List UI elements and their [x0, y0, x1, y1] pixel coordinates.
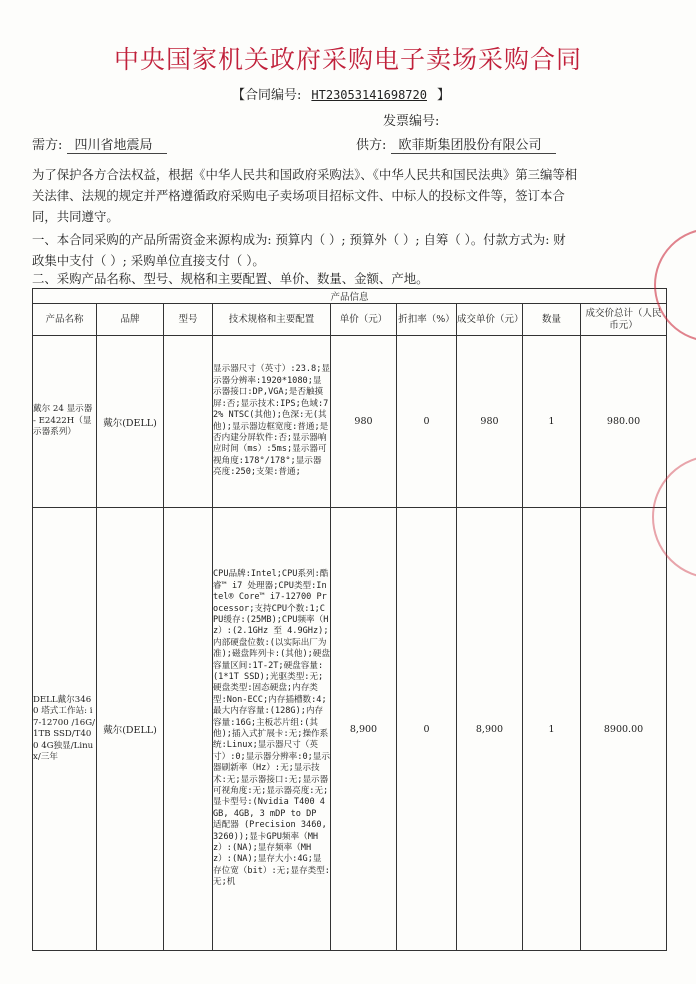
contract-title: 中央国家机关政府采购电子卖场采购合同	[113, 45, 582, 74]
total-cell: 980.00	[581, 336, 667, 508]
clause-line: 一、本合同采购的产品所需资金来源构成为: 预算内（ ）; 预算外（ ）; 自筹（ ）。付款方式为: 财	[32, 232, 566, 247]
column-header: 型号	[164, 304, 213, 336]
clause-line: 政集中支付（ ）; 采购单位直接支付（ ）。	[32, 253, 265, 268]
product-name-cell: 戴尔 24 显示器 - E2422H（显示器系列）	[33, 336, 97, 508]
table-row	[33, 508, 667, 951]
supplier-name: 欧菲斯集团股份有限公司	[391, 138, 556, 154]
column-header: 品牌	[97, 304, 164, 336]
quantity-cell: 1	[523, 508, 581, 951]
column-header: 成交价总计（人民币元）	[581, 304, 667, 336]
model-cell	[164, 508, 213, 951]
discount-cell: 0	[397, 508, 457, 951]
deal-price-cell: 980	[457, 336, 523, 508]
table-caption: 产品信息	[33, 289, 667, 304]
brand-cell: 戴尔(DELL)	[97, 508, 164, 951]
unit-price-cell: 980	[331, 336, 397, 508]
total-cell: 8900.00	[581, 508, 667, 951]
clause-funding	[32, 229, 662, 271]
model-cell	[164, 336, 213, 508]
unit-price-cell: 8,900	[331, 508, 397, 951]
column-header: 单价（元）	[331, 304, 397, 336]
contract-number-label: 【合同编号:	[232, 88, 302, 103]
intro-paragraph	[32, 164, 662, 227]
discount-cell: 0	[397, 336, 457, 508]
quantity-cell: 1	[523, 336, 581, 508]
spec-cell: 显示器尺寸（英寸）:23.8;显示器分辨率:1920*1080;显示器接口:DP,VGA;是否触摸屏:否;显示技术:IPS;色域:72% NTSC(其他);色深:无(其他);显示器边框宽度:普通;是否内建分屏软件:否;显示器响应时间（ms）:5ms;显示器可视角度:178°/178°;显示器亮度:250;支架:普通;	[213, 336, 331, 508]
table-header-row	[33, 304, 667, 336]
invoice-number-line	[383, 110, 439, 129]
product-table	[32, 288, 667, 951]
intro-line: 为了保护各方合法权益，根据《中华人民共和国政府采购法》、《中华人民共和国民法典》第三编等相	[32, 167, 578, 182]
column-header: 技术规格和主要配置	[213, 304, 331, 336]
contract-number-close: 】	[436, 88, 450, 103]
contract-number-line	[232, 84, 450, 103]
clause-products: 二、采购产品名称、型号、规格和主要配置、单价、数量、金额、产地。	[32, 271, 429, 286]
column-header: 产品名称	[33, 304, 97, 336]
intro-line: 关法律、法规的规定并严格遵循政府采购电子卖场项目招标文件、中标人的投标文件等，签订本合	[32, 188, 565, 203]
buyer-name: 四川省地震局	[67, 138, 167, 154]
invoice-number-label: 发票编号:	[383, 114, 440, 129]
contract-number: HT23053141698720	[311, 88, 427, 102]
brand-cell: 戴尔(DELL)	[97, 336, 164, 508]
buyer-label: 需方:	[32, 138, 63, 153]
supplier-line	[356, 134, 556, 153]
column-header: 成交单价（元）	[457, 304, 523, 336]
spec-cell: CPU品牌:Intel;CPU系列:酷睿™ i7 处理器;CPU类型:Intel® Core™ i7-12700 Processor;支持CPU个数:1;CPU缓存:(25MB);CPU频率（Hz）:(2.1GHz 至 4.9GHz);内部硬盘位数:(以实际出厂为准);磁盘阵列卡:(其他);硬盘容量区间:1T-2T;硬盘容量:(1*1T SSD);光驱类型:无;硬盘类型:固态硬盘;内存类型:Non-ECC;内存插槽数:4;最大内存容量:(128G);内存容量:16G;主板芯片组:(其他);插入式扩展卡:无;操作系统:Linux;显示器尺寸（英寸）:0;显示器分辨率:0;显示器刷新率（Hz）:无;显示技术:无;显示器接口:无;显示器可视角度:无;显示器亮度:无;显卡型号:(Nvidia T400 4GB, 4GB, 3 mDP to DP 适配器 (Precision 3460, 3260));显卡GPU频率（MHz）:(NA);显存频率（MHz）:(NA);显存大小:4G;显存位宽（bit）:无;显存类型:无;机	[213, 508, 331, 951]
product-name-cell: DELL戴尔3460 塔式工作站: i7-12700 /16G/1TB SSD/T400 4G独显/Linux/三年	[33, 508, 97, 951]
supplier-label: 供方:	[356, 138, 387, 153]
column-header: 折扣率（%）	[397, 304, 457, 336]
deal-price-cell: 8,900	[457, 508, 523, 951]
column-header: 数量	[523, 304, 581, 336]
intro-line: 同，共同遵守。	[32, 209, 119, 224]
buyer-line	[32, 134, 167, 153]
table-row	[33, 336, 667, 508]
